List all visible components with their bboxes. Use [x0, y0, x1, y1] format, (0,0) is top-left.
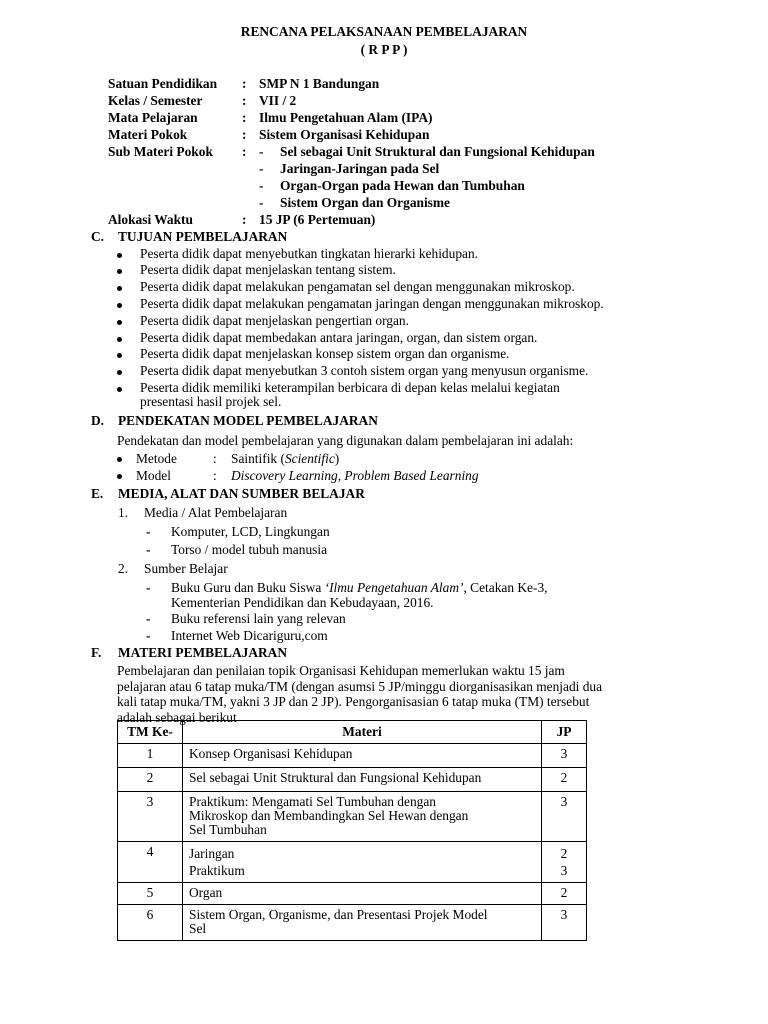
column-header-tm: TM Ke-	[118, 721, 183, 744]
method-colon: :	[213, 451, 217, 466]
bullet-icon	[117, 474, 122, 479]
table-row	[118, 883, 587, 905]
table-row	[118, 905, 587, 941]
column-header-jp: JP	[542, 721, 587, 744]
section-d-intro: Pendekatan dan model pembelajaran yang digunakan dalam pembelajaran ini adalah:	[117, 433, 574, 448]
table-row	[118, 842, 587, 883]
list-item-text: Peserta didik dapat menyebutkan tingkatan hierarki kehidupan.	[140, 246, 479, 261]
info-value: Sistem Organisasi Kehidupan	[259, 127, 430, 142]
sumber-item-text: Buku referensi lain yang relevan	[171, 611, 346, 626]
materi-line: Praktikum	[189, 863, 245, 878]
info-label: Kelas / Semester	[108, 93, 203, 108]
jp-value: 3	[560, 907, 568, 922]
media-item-text: Komputer, LCD, Lingkungan	[171, 524, 330, 539]
dash-bullet: -	[146, 628, 151, 643]
info-colon: :	[242, 93, 247, 108]
item-number: 1.	[118, 505, 129, 520]
model-value: Discovery Learning, Problem Based Learning	[231, 468, 479, 483]
info-value: VII / 2	[259, 93, 297, 108]
sumber-text: Buku Guru dan Buku Siswa	[171, 580, 325, 595]
dash-bullet: -	[259, 178, 264, 193]
section-letter: F.	[91, 645, 102, 660]
bullet-icon	[117, 337, 122, 342]
paragraph-line: pelajaran atau 6 tatap muka/TM (dengan asumsi 5 JP/minggu diorganisasikan menjadi dua	[117, 678, 603, 694]
table-row	[118, 744, 587, 768]
cell-materi	[183, 883, 542, 905]
cell-materi	[183, 792, 542, 842]
info-colon: :	[242, 144, 247, 159]
info-value: 15 JP (6 Pertemuan)	[259, 212, 376, 227]
bullet-icon	[117, 370, 122, 375]
bullet-icon	[117, 387, 122, 392]
list-item-text: Peserta didik dapat membedakan antara jaringan, organ, dan sistem organ.	[140, 330, 538, 345]
section-letter: D.	[91, 413, 105, 428]
list-item-text: Peserta didik dapat melakukan pengamatan jaringan dengan menggunakan mikroskop.	[140, 296, 604, 311]
list-item-text: Peserta didik memiliki keterampilan berbicara di depan kelas melalui kegiatan	[140, 380, 560, 395]
materi-line: Jaringan	[189, 846, 235, 861]
sub-materi-text: Sistem Organ dan Organisme	[280, 195, 450, 210]
sumber-item-text: Kementerian Pendidikan dan Kebudayaan, 2016.	[171, 595, 434, 610]
bullet-icon	[117, 320, 122, 325]
list-item-text: Peserta didik dapat menjelaskan pengertian organ.	[140, 313, 409, 328]
cell-jp	[542, 792, 587, 842]
item-number: 2.	[118, 561, 129, 576]
cell-jp	[542, 768, 587, 792]
dash-bullet: -	[259, 195, 264, 210]
jp-value: 2	[560, 770, 568, 785]
cell-materi	[183, 744, 542, 768]
info-value: SMP N 1 Bandungan	[259, 76, 380, 91]
table-row	[118, 768, 587, 792]
info-label: Mata Pelajaran	[108, 110, 198, 125]
info-label: Satuan Pendidikan	[108, 76, 218, 91]
dash-bullet: -	[146, 524, 151, 539]
method-value-text: )	[334, 451, 340, 466]
info-colon: :	[242, 110, 247, 125]
materi-line: Praktikum: Mengamati Sel Tumbuhan dengan	[189, 794, 436, 809]
item-title: Media / Alat Pembelajaran	[144, 505, 288, 520]
jp-value: 3	[560, 863, 568, 878]
paragraph-line: kali tatap muka/TM, yakni 3 JP dan 2 JP). Pengorganisasian 6 tatap muka (TM) tersebut	[117, 694, 590, 709]
list-item-text: Peserta didik dapat menyebutkan 3 contoh sistem organ yang menyusun organisme.	[140, 363, 589, 378]
table-row	[118, 792, 587, 842]
item-title: Sumber Belajar	[144, 561, 228, 576]
info-label: Materi Pokok	[108, 127, 188, 142]
bullet-icon	[117, 303, 122, 308]
sub-materi-text: Sel sebagai Unit Struktural dan Fungsional Kehidupan	[280, 144, 595, 159]
method-label: Metode	[136, 451, 177, 466]
method-value-text: Saintifik (	[231, 451, 285, 466]
info-colon: :	[242, 76, 247, 91]
document-title: RENCANA PELAKSANAAN PEMBELAJARAN	[240, 24, 528, 39]
jp-value: 3	[560, 746, 568, 761]
info-colon: :	[242, 127, 247, 142]
section-letter: C.	[91, 229, 105, 244]
dash-bullet: -	[259, 161, 264, 176]
bullet-icon	[117, 286, 122, 291]
list-item-text: presentasi hasil projek sel.	[140, 394, 282, 409]
cell-tm: 6	[118, 905, 183, 941]
section-title: PENDEKATAN MODEL PEMBELAJARAN	[118, 413, 378, 428]
materi-line: Mikroskop dan Membandingkan Sel Hewan dengan	[189, 808, 469, 823]
section-title: TUJUAN PEMBELAJARAN	[118, 229, 288, 244]
list-item-text: Peserta didik dapat menjelaskan konsep sistem organ dan organisme.	[140, 346, 510, 361]
cell-jp	[542, 905, 587, 941]
jp-value: 2	[560, 846, 568, 861]
model-label: Model	[136, 468, 171, 483]
cell-tm: 3	[118, 792, 183, 842]
table-header-row	[118, 721, 587, 744]
cell-tm: 2	[118, 768, 183, 792]
section-f-paragraph	[117, 663, 657, 725]
cell-materi	[183, 842, 542, 883]
cell-materi	[183, 768, 542, 792]
cell-jp	[542, 883, 587, 905]
dash-bullet: -	[146, 611, 151, 626]
paragraph-line: Pembelajaran dan penilaian topik Organisasi Kehidupan memerlukan waktu 15 jam	[117, 663, 565, 678]
info-colon: :	[242, 212, 247, 227]
dash-bullet: -	[259, 144, 264, 159]
column-header-materi: Materi	[183, 721, 542, 744]
materi-line: Sel	[189, 921, 207, 936]
sub-materi-text: Organ-Organ pada Hewan dan Tumbuhan	[280, 178, 525, 193]
materi-line: Sistem Organ, Organisme, dan Presentasi Projek Model	[189, 907, 488, 922]
bullet-icon	[117, 457, 122, 462]
materi-line: Organ	[189, 885, 223, 900]
info-label: Sub Materi Pokok	[108, 144, 213, 159]
jp-value: 2	[560, 885, 568, 900]
section-letter: E.	[91, 486, 104, 501]
method-value	[231, 451, 339, 467]
sumber-item-text: Internet Web Dicariguru,com	[171, 628, 328, 643]
cell-tm: 1	[118, 744, 183, 768]
paragraph-line: adalah sebagai berikut	[117, 709, 237, 725]
materi-line: Konsep Organisasi Kehidupan	[189, 746, 353, 761]
sub-materi-text: Jaringan-Jaringan pada Sel	[280, 161, 440, 176]
cell-jp	[542, 744, 587, 768]
bullet-icon	[117, 253, 122, 258]
info-value: Ilmu Pengetahuan Alam (IPA)	[259, 110, 433, 125]
list-item-text: Peserta didik dapat menjelaskan tentang sistem.	[140, 262, 396, 277]
materi-line: Sel sebagai Unit Struktural dan Fungsional Kehidupan	[189, 770, 482, 785]
cell-tm: 5	[118, 883, 183, 905]
dash-bullet: -	[146, 542, 151, 557]
bullet-icon	[117, 353, 122, 358]
dash-bullet: -	[146, 580, 151, 595]
cell-tm: 4	[118, 842, 183, 883]
section-title: MEDIA, ALAT DAN SUMBER BELAJAR	[118, 486, 365, 501]
method-value-italic: Scientific	[284, 451, 335, 466]
jp-value: 3	[560, 794, 568, 809]
media-item-text: Torso / model tubuh manusia	[171, 542, 328, 557]
document-subtitle: ( R P P )	[360, 42, 408, 57]
sumber-book-title: ‘Ilmu Pengetahuan Alam’	[324, 580, 464, 595]
sumber-text: , Cetakan Ke-3,	[463, 580, 548, 595]
section-title: MATERI PEMBELAJARAN	[118, 645, 287, 660]
list-item-text: Peserta didik dapat melakukan pengamatan sel dengan menggunakan mikroskop.	[140, 279, 575, 294]
info-label: Alokasi Waktu	[108, 212, 193, 227]
sumber-item-text	[171, 580, 548, 595]
materi-line: Sel Tumbuhan	[189, 822, 267, 837]
cell-materi	[183, 905, 542, 941]
cell-jp	[542, 842, 587, 883]
model-colon: :	[213, 468, 217, 483]
bullet-icon	[117, 269, 122, 274]
tm-table	[117, 720, 587, 941]
